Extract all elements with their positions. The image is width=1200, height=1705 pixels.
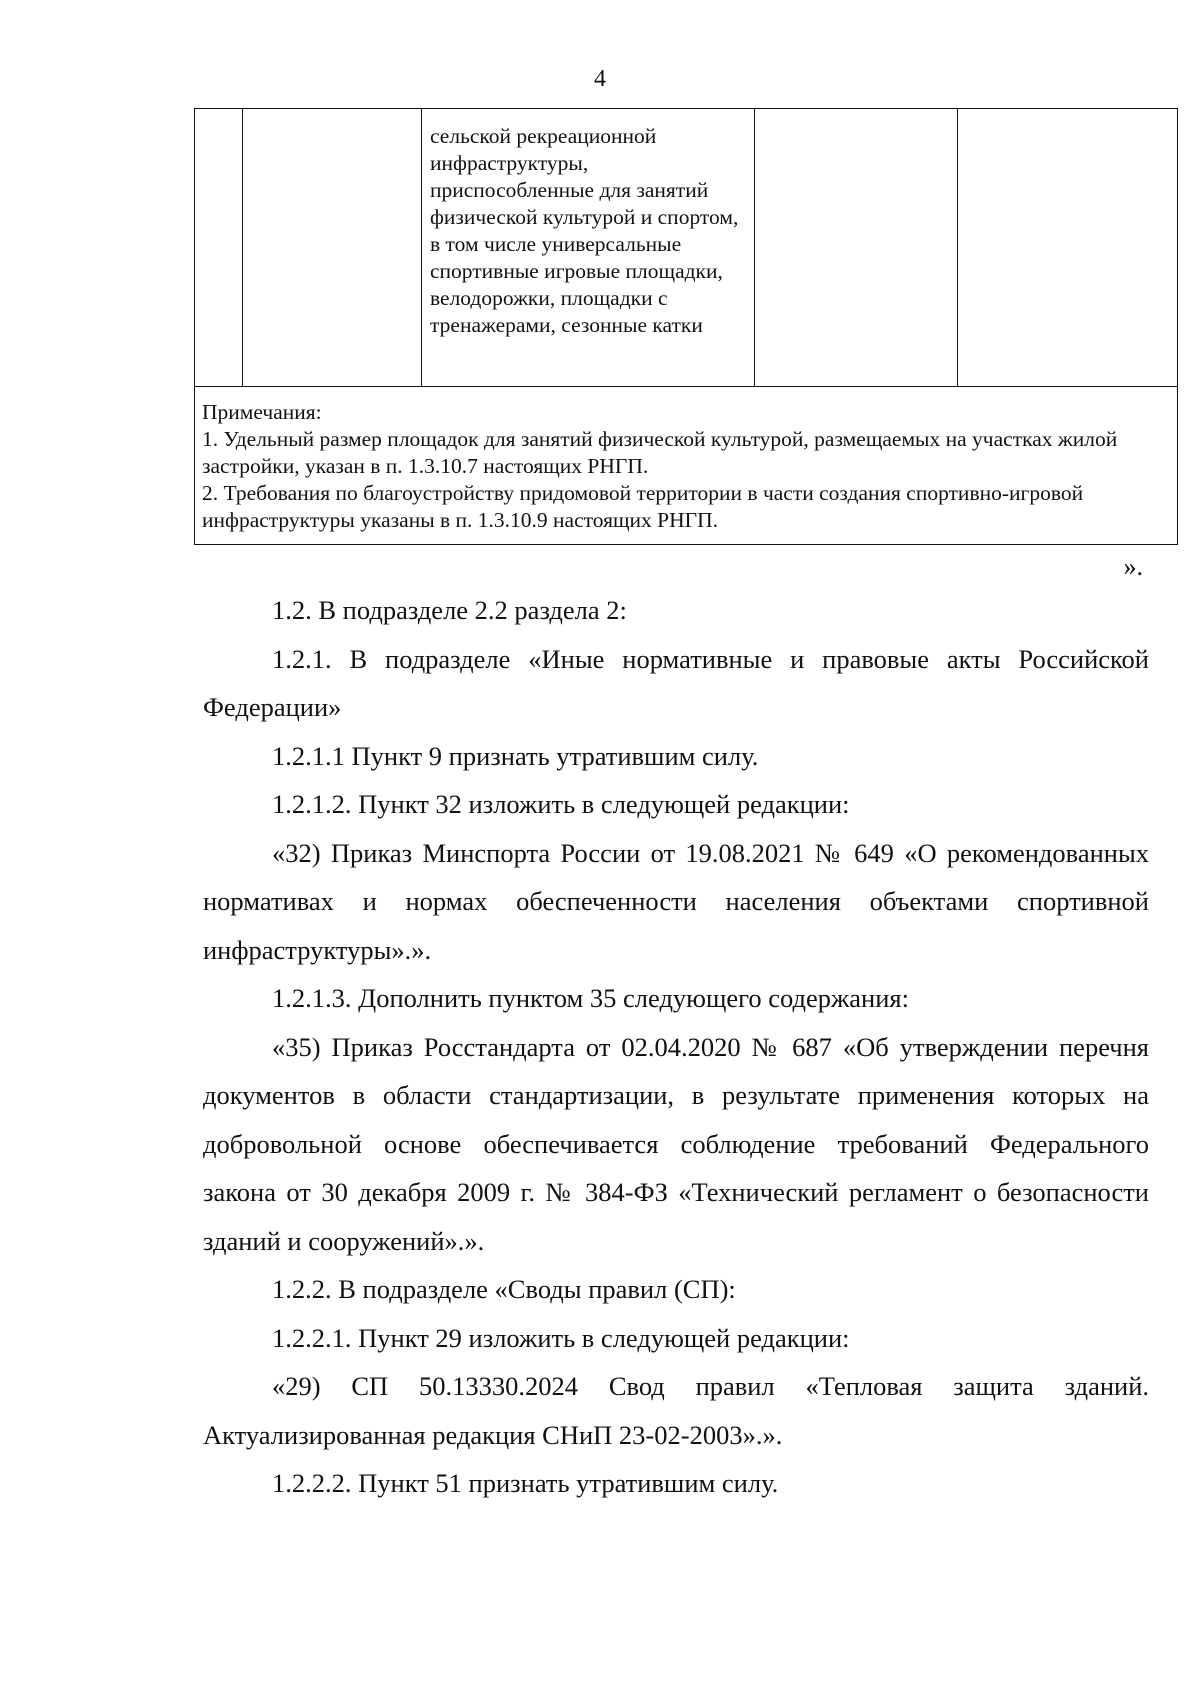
paragraph: 1.2.2.2. Пункт 51 признать утратившим силу.	[272, 1468, 779, 1498]
table-cell-type	[243, 109, 422, 387]
body-text	[203, 586, 1149, 1508]
paragraph: «29) СП 50.13330.2024 Свод правил «Тепловая защита зданий. Актуализированная редакция СНиП 23-02-2003».».	[203, 1371, 1149, 1450]
page-number: 4	[594, 66, 606, 92]
closing-quote: ».	[1123, 552, 1143, 581]
table-notes-cell	[195, 387, 1178, 545]
requirements-table	[194, 108, 1178, 545]
table-cell-description: сельской рекреационной инфраструктуры, приспособленные для занятий физической культурой и спортом, в том числе универсальные спортивные игровые площадки, велодорожки, площадки с тренажерами, сезонные катки	[422, 109, 755, 387]
note-item: 2. Требования по благоустройству придомовой территории в части создания спортивно-игровой инфраструктуры указаны в п. 1.3.10.9 настоящих РНГП.	[202, 481, 1084, 532]
paragraph: 1.2.1.1 Пункт 9 признать утратившим силу.	[272, 740, 759, 771]
paragraph: 1.2. В подразделе 2.2 раздела 2:	[272, 595, 627, 625]
paragraph: «32) Приказ Минспорта России от 19.08.2021 № 649 «О рекомендованных нормативах и нормах обеспеченности населения объектами спортивной инфраструктуры».».	[203, 837, 1149, 965]
paragraph: 1.2.1.3. Дополнить пунктом 35 следующего содержания:	[272, 983, 909, 1013]
table-cell-comment	[958, 109, 1178, 387]
paragraph: «35) Приказ Росстандарта от 02.04.2020 № 687 «Об утверждении перечня документов в области стандартизации, в результате применения которых на добровольной основе обеспечивается соблюдение требований Федерального закона от 30 декабря 2009 г. № 384-ФЗ «Технический регламент о безопасности зданий и сооружений».».	[203, 1031, 1149, 1256]
paragraph: 1.2.2.1. Пункт 29 изложить в следующей редакции:	[272, 1322, 850, 1353]
paragraph: 1.2.1. В подразделе «Иные нормативные и правовые акты Российской Федерации»	[203, 643, 1149, 722]
note-item: 1. Удельный размер площадок для занятий физической культурой, размещаемых на участках жилой застройки, указан в п. 1.3.10.7 настоящих РНГП.	[202, 427, 1118, 478]
paragraph: 1.2.1.2. Пункт 32 изложить в следующей редакции:	[272, 789, 850, 819]
table-notes-row	[195, 387, 1178, 545]
notes-heading: Примечания:	[202, 400, 322, 424]
paragraph: 1.2.2. В подразделе «Своды правил (СП):	[272, 1274, 736, 1304]
table-cell-number	[195, 109, 243, 387]
table-cell-value	[755, 109, 958, 387]
table-row	[195, 109, 1178, 387]
